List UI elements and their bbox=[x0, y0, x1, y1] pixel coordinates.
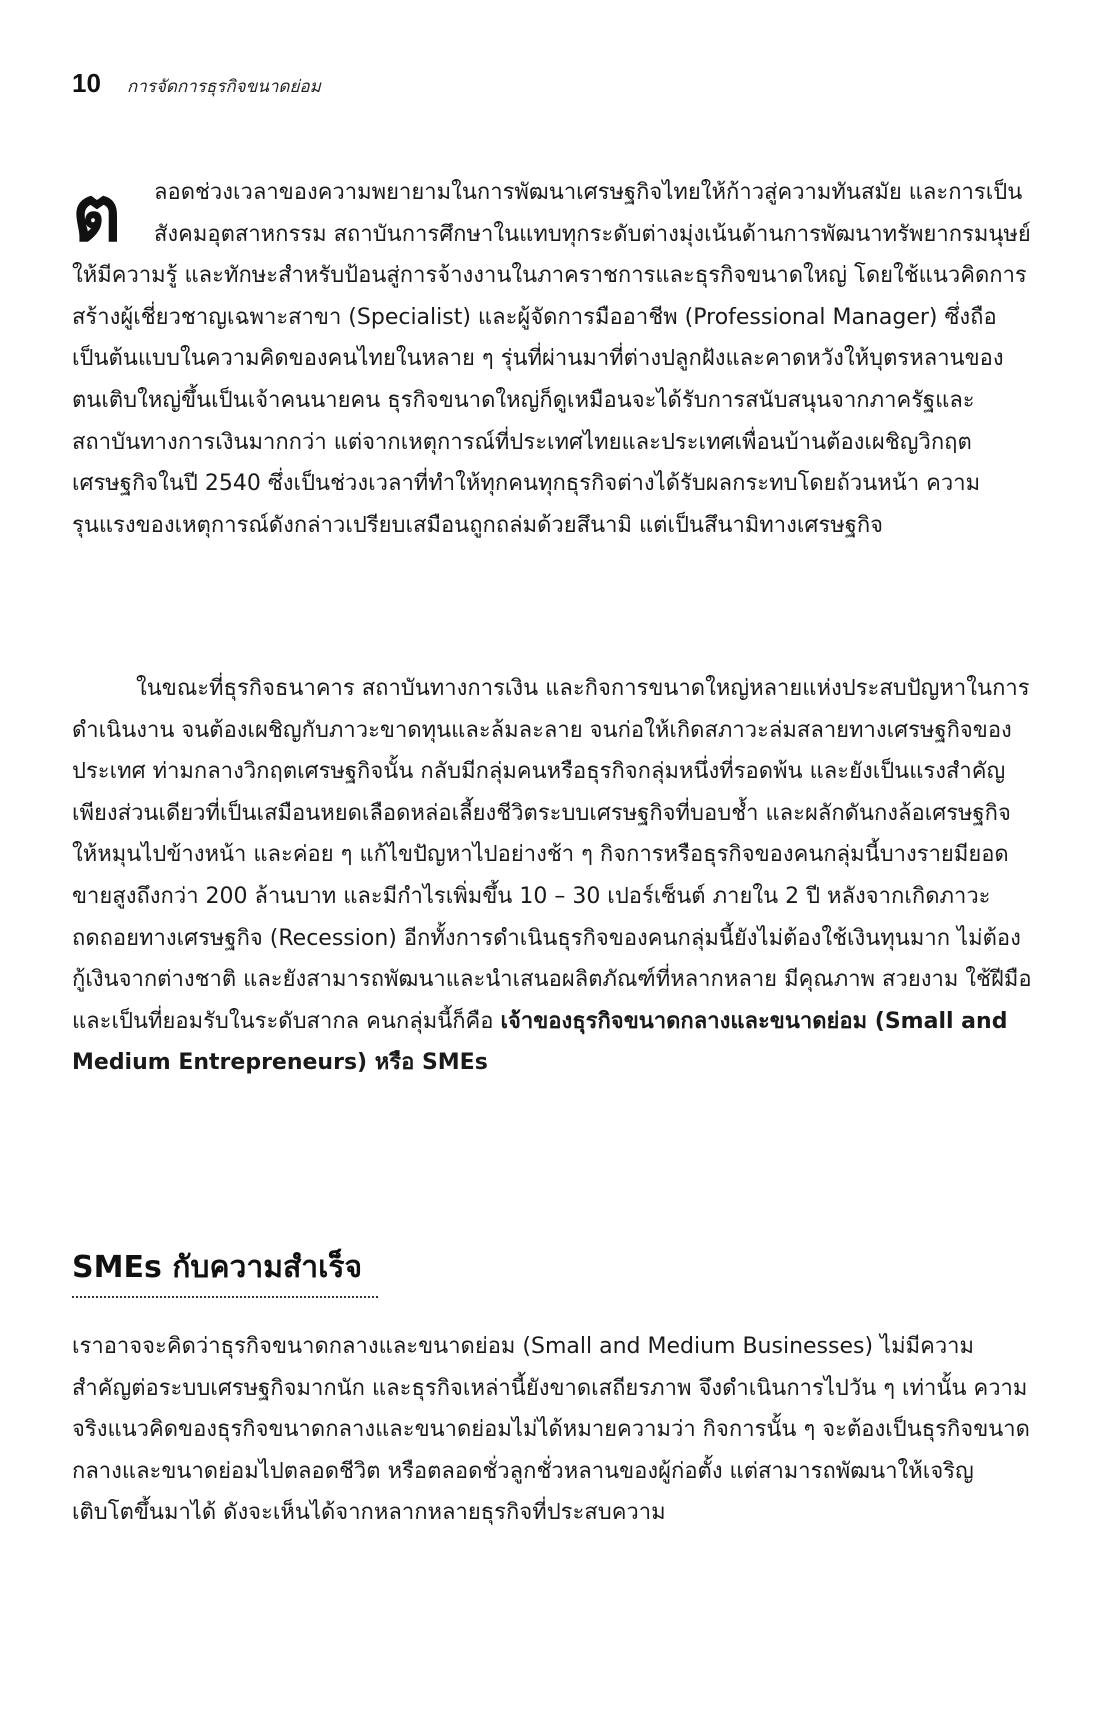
heading-dotted-rule bbox=[72, 1296, 378, 1298]
dropcap-letter: ต bbox=[72, 169, 122, 258]
paragraph-sme-success-text: เราอาจจะคิดว่าธุรกิจขนาดกลางและขนาดย่อม (Small and Medium Businesses) ไม่มีความสำคัญต่อระบบเศรษฐกิจมากนัก และธุรกิจเหล่านี้ยังขาดเสถียรภาพ จึงดำเนินการไปวัน ๆ เท่านั้น ความจริงแนวคิดของธุรกิจขนาดกลางและขนาดย่อมไม่ได้หมายความว่า กิจการนั้น ๆ จะต้องเป็นธุรกิจขนาดกลางและขนาดย่อมไปตลอดชีวิต หรือตลอดชั่วลูกชั่วหลานของผู้ก่อตั้ง แต่สามารถพัฒนาให้เจริญเติบโตขึ้นมาได้ ดังจะเห็นได้จากหลากหลายธุรกิจที่ประสบความ bbox=[72, 1334, 1030, 1526]
running-title: การจัดการธุรกิจขนาดย่อม bbox=[126, 77, 321, 97]
paragraph-intro bbox=[72, 169, 1032, 546]
paragraph-intro-text: ลอดช่วงเวลาของความพยายามในการพัฒนาเศรษฐกิจไทยให้ก้าวสู่ความทันสมัย และการเป็นสังคมอุตสาหกรรม สถาบันการศึกษาในแทบทุกระดับต่างมุ่งเน้นด้านการพัฒนาทรัพยากรมนุษย์ให้มีความรู้ และทักษะสำหรับป้อนสู่การจ้างงานในภาคราชการและธุรกิจขนาดใหญ่ โดยใช้แนวคิดการสร้างผู้เชี่ยวชาญเฉพาะสาขา (Specialist) และผู้จัดการมืออาชีพ (Professional Manager) ซึ่งถือเป็นต้นแบบในความคิดของคนไทยในหลาย ๆ รุ่นที่ผ่านมาที่ต่างปลูกฝังและคาดหวังให้บุตรหลานของตนเติบใหญ่ขึ้นเป็นเจ้าคนนายคน ธุรกิจขนาดใหญ่ก็ดูเหมือนจะได้รับการสนับสนุนจากภาครัฐและสถาบันทางการเงินมากกว่า แต่จากเหตุการณ์ที่ประเทศไทยและประเทศเพื่อนบ้านต้องเผชิญวิกฤตเศรษฐกิจในปี 2540 ซึ่งเป็นช่วงเวลาที่ทำให้ทุกคนทุกธุรกิจต่างได้รับผลกระทบโดยถ้วนหน้า ความรุนแรงของเหตุการณ์ดังกล่าวเปรียบเสมือนถูกถล่มด้วยสึนามิ แต่เป็นสึนามิทางเศรษฐกิจ bbox=[72, 180, 1031, 538]
paragraph-sme-success bbox=[72, 1326, 1032, 1534]
sme-definition-bold: เจ้าของธุรกิจขนาดกลางและขนาดย่อม (Small and Medium Entrepreneurs) หรือ SMEs bbox=[72, 1008, 1008, 1076]
paragraph-sme-crisis bbox=[72, 668, 1032, 1084]
paragraph-sme-crisis-text: ในขณะที่ธุรกิจธนาคาร สถาบันทางการเงิน และกิจการขนาดใหญ่หลายแห่งประสบปัญหาในการดำเนินงาน จนต้องเผชิญกับภาวะขาดทุนและล้มละลาย จนก่อให้เกิดสภาวะล่มสลายทางเศรษฐกิจของประเทศ ท่ามกลางวิกฤตเศรษฐกิจนั้น กลับมีกลุ่มคนหรือธุรกิจกลุ่มหนึ่งที่รอดพ้น และยังเป็นแรงสำคัญเพียงส่วนเดียวที่เป็นเสมือนหยดเลือดหล่อเลี้ยงชีวิตระบบเศรษฐกิจที่บอบช้ำ และผลักดันกงล้อเศรษฐกิจให้หมุนไปข้างหน้า และค่อย ๆ แก้ไขปัญหาไปอย่างช้า ๆ กิจการหรือธุรกิจของคนกลุ่มนี้บางรายมียอดขายสูงถึงกว่า 200 ล้านบาท และมีกำไรเพิ่มขึ้น 10 – 30 เปอร์เซ็นต์ ภายใน 2 ปี หลังจากเกิดภาวะถดถอยทางเศรษฐกิจ (Recession) อีกทั้งการดำเนินธุรกิจของคนกลุ่มนี้ยังไม่ต้องใช้เงินทุนมาก ไม่ต้องกู้เงินจากต่างชาติ และยังสามารถพัฒนาและนำเสนอผลิตภัณฑ์ที่หลากหลาย มีคุณภาพ สวยงาม ใช้ฝีมือ และเป็นที่ยอมรับในระดับสากล คนกลุ่มนี้ก็คือ bbox=[72, 676, 1032, 1034]
page-number: 10 bbox=[72, 68, 101, 98]
page-header bbox=[72, 68, 321, 104]
dropcap-box bbox=[72, 169, 144, 258]
section-heading: SMEs กับความสำเร็จ bbox=[72, 1250, 363, 1285]
